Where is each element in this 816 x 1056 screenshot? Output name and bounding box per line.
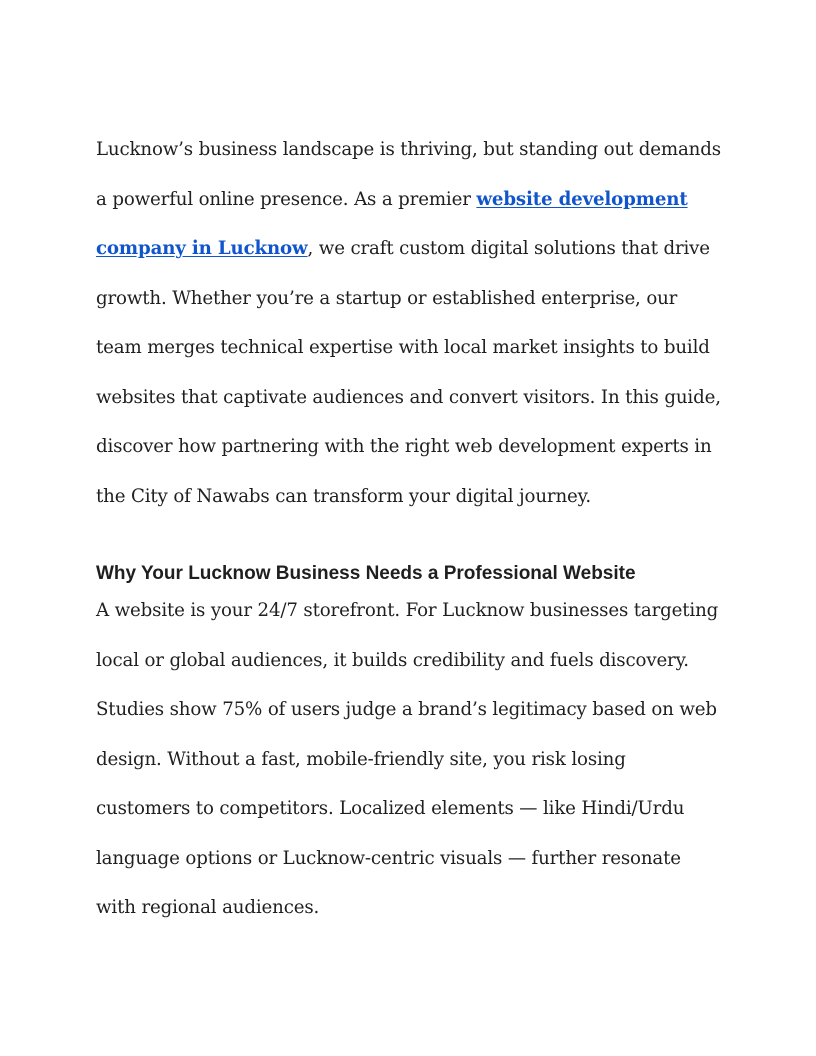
intro-text-before-link: Lucknow’s business landscape is thriving, but standing out demands a powerful online presence. As a premier [96, 139, 721, 210]
intro-paragraph [96, 125, 722, 521]
website-development-link[interactable]: website development company in Lucknow [96, 188, 688, 259]
section-paragraph: A website is your 24/7 storefront. For Lucknow businesses targeting local or global audiences, it builds credibility and fuels discovery. Studies show 75% of users judge a brand’s legitimacy based on web design. Without a fast, mobile-friendly site, you risk losing customers to competitors. Localized elements — like Hindi/Urdu language options or Lucknow-centric visuals — further resonate with regional audiences. [96, 600, 719, 918]
intro-text-after-link: , we craft custom digital solutions that drive growth. Whether you’re a startup or established enterprise, our team merges technical expertise with local market insights to build websites that captivate audiences and convert visitors. In this guide, discover how partnering with the right web development experts in the City of Nawabs can transform your digital journey. [96, 238, 721, 507]
section-heading: Why Your Lucknow Business Needs a Professional Website [96, 563, 636, 584]
